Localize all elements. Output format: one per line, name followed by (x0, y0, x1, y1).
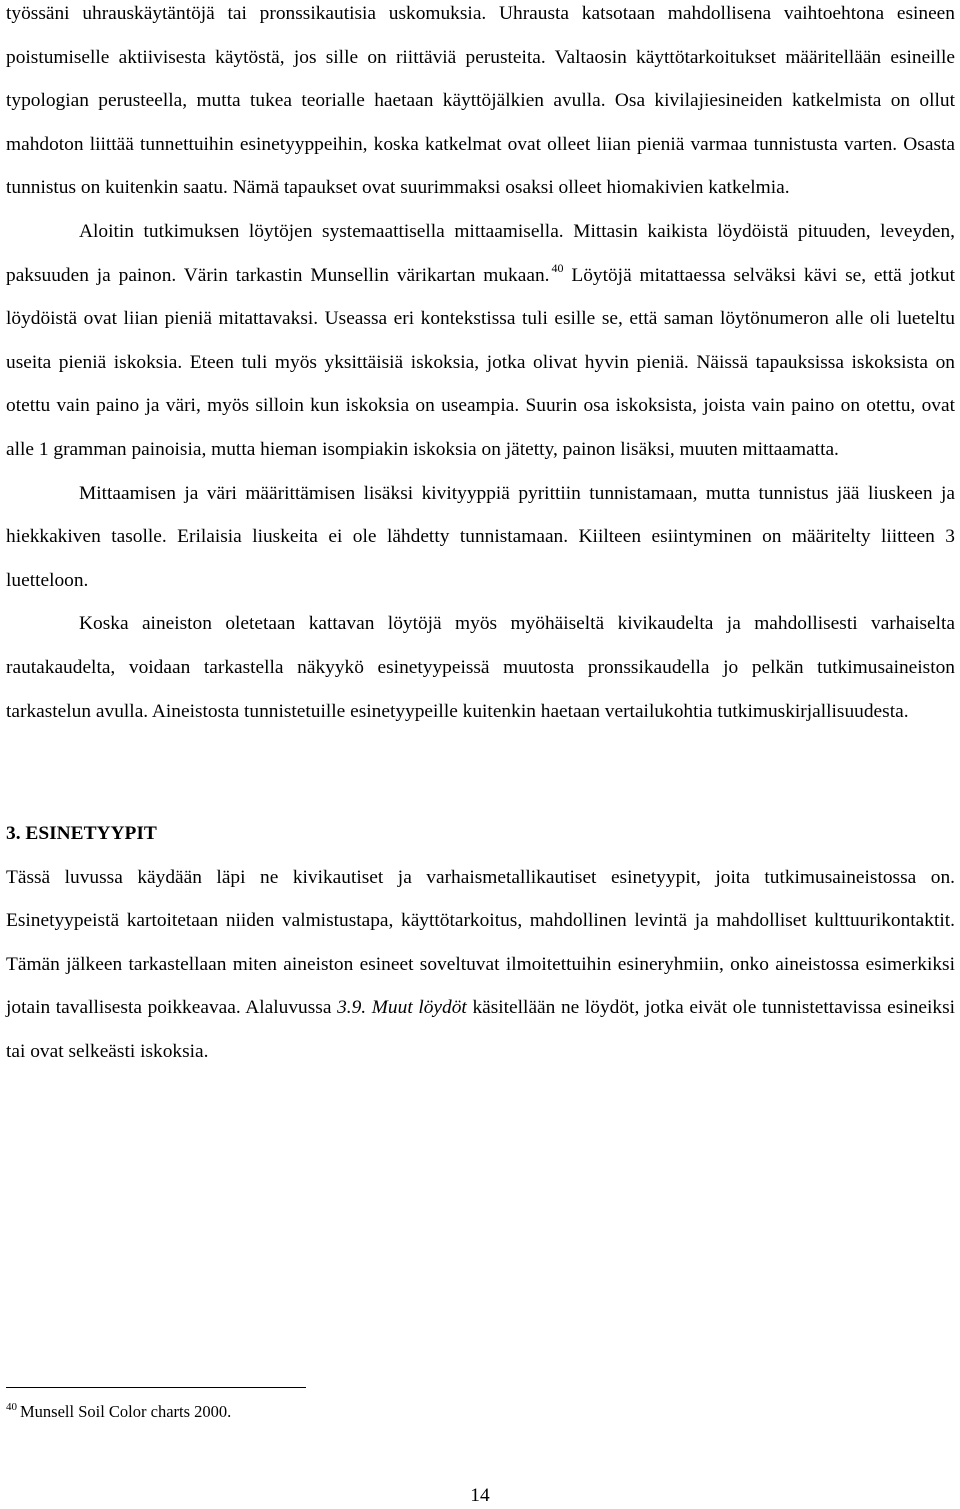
paragraph-measurement-method (6, 210, 955, 472)
paragraph-stone-type: Mittaamisen ja väri määrittämisen lisäksi kivityyppiä pyrittiin tunnistamaan, mutta tunnistus jää liuskeen ja hiekkakiven tasolle. Erilaisia liuskeita ei ole lähdetty tunnistamaan. Kiilteen esiintyminen on määritelty liitteen 3 luetteloon. (6, 482, 955, 591)
subsection-reference: 3.9. Muut löydöt (337, 997, 467, 1019)
section-heading: 3. ESINETYYPIT (6, 823, 157, 845)
footnote-number: 40 (6, 1401, 17, 1413)
paragraph-text-part: Aloitin tutkimuksen löytöjen systemaattisella mittaamisella. Mittasin kaikista löydöistä pituuden, leveyden, paksuuden ja painon. Värin tarkastin Munsellin värikartan mukaan. (6, 220, 955, 286)
footnote-separator (6, 1387, 306, 1388)
paragraph-text-part: Tässä luvussa käydään läpi ne kivikautiset ja varhaismetallikautiset esinetyypit, joita tutkimusaineistossa on. Esinetyypeistä kartoitetaan niiden valmistustapa, käyttötarkoitus, mahdollinen levintä ja mahdolliset kulttuurikontaktit. Tämän jälkeen tarkastellaan miten aineiston esineet soveltuvat ilmoitettuihin esineryhmiin, onko aineistossa esimerkiksi jotain tavallisesta poikkeavaa. Alaluvussa (6, 866, 955, 1019)
paragraph-text-part: Löytöjä mitattaessa selväksi kävi se, että jotkut löydöistä ovat liian pieniä mitattavaksi. Useassa eri kontekstissa tuli esille se, että saman löytönumeron alle oli lueteltu useita pieniä iskoksia. Eteen tuli myös yksittäisiä iskoksia, jotka olivat hyvin pieniä. Näissä tapauksissa iskoksista on otettu vain paino ja väri, myös silloin kun iskoksia on useampia. Suurin osa iskoksista, joista vain paino on otettu, ovat alle 1 gramman painoisia, mutta hieman isompiakin iskoksia on jätetty, painon lisäksi, muuten mittaamatta. (6, 264, 955, 460)
footnote (6, 1400, 231, 1424)
paragraph-section-intro (6, 856, 955, 1074)
footnote-text: Munsell Soil Color charts 2000. (20, 1402, 232, 1421)
paragraph-dating: Koska aineiston oletetaan kattavan löytöjä myös myöhäiseltä kivikaudelta ja mahdollisesti varhaiselta rautakaudelta, voidaan tarkastella näkyykö esinetyypeissä muutosta pronssikaudella jo pelkän tutkimusaineiston tarkastelun avulla. Aineistosta tunnistetuille esinetyypeille kuitenkin haetaan vertailukohtia tutkimuskirjallisuudesta. (6, 613, 955, 722)
page-number: 14 (470, 1485, 490, 1506)
paragraph-text-part: käsitellään ne löydöt, jotka eivät ole tunnistettavissa esineiksi tai ovat selkeästi iskoksia. (6, 997, 956, 1063)
paragraph-intro-continuation: työssäni uhrauskäytäntöjä tai pronssikautisia uskomuksia. Uhrausta katsotaan mahdollisena vaihtoehtona esineen poistumiselle aktiivisesta käytöstä, jos sille on riittäviä perusteita. Valtaosin käyttötarkoitukset määritellään esineille typologian perusteella, mutta tukea teorialle haetaan käyttöjälkien avulla. Osa kivilajiesineiden katkelmista on ollut mahdoton liittää tunnettuihin esinetyyppeihin, koska katkelmat ovat olleet liian pieniä varmaa tunnistusta varten. Osasta tunnistus on kuitenkin saatu. Nämä tapaukset ovat suurimmaksi osaksi olleet hiomakivien katkelmia. (6, 3, 955, 199)
footnote-reference[interactable]: 40 (551, 260, 564, 275)
document-page (6, 0, 955, 1074)
section-block (6, 812, 955, 1074)
